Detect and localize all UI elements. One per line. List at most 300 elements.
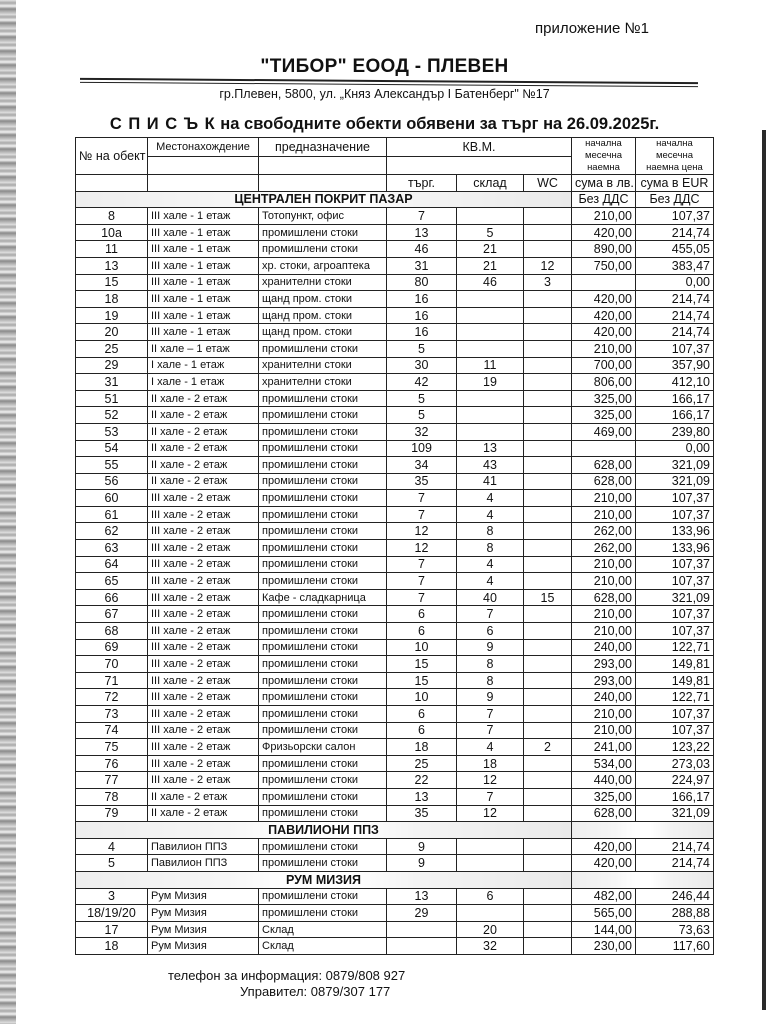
- area-wc: [524, 506, 572, 523]
- object-purpose: промишлени стоки: [259, 905, 387, 922]
- header-rent-bgn-vat: Без ДДС: [572, 191, 636, 208]
- area-trade: 22: [387, 772, 457, 789]
- area-trade: 13: [387, 888, 457, 905]
- header-blank-location: [148, 156, 259, 175]
- area-trade: 18: [387, 739, 457, 756]
- object-location: III хале - 1 етаж: [148, 208, 259, 225]
- object-no: 79: [76, 805, 148, 822]
- object-no: 78: [76, 788, 148, 805]
- rent-bgn: 293,00: [572, 672, 636, 689]
- rent-eur: 107,37: [636, 722, 714, 739]
- area-trade: 46: [387, 241, 457, 258]
- area-storage: 9: [457, 689, 524, 706]
- table-row: [76, 457, 714, 474]
- table-row: [76, 357, 714, 374]
- rent-eur: 214,74: [636, 838, 714, 855]
- object-location: III хале - 2 етаж: [148, 506, 259, 523]
- area-storage: 8: [457, 540, 524, 557]
- area-wc: [524, 838, 572, 855]
- object-no: 56: [76, 473, 148, 490]
- object-no: 15: [76, 274, 148, 291]
- area-storage: 8: [457, 672, 524, 689]
- object-location: III хале - 1 етаж: [148, 241, 259, 258]
- area-wc: [524, 224, 572, 241]
- object-no: 20: [76, 324, 148, 341]
- object-purpose: щанд пром. стоки: [259, 307, 387, 324]
- area-wc: [524, 407, 572, 424]
- rent-eur: 123,22: [636, 739, 714, 756]
- rent-bgn: [572, 274, 636, 291]
- area-storage: 7: [457, 706, 524, 723]
- area-wc: 2: [524, 739, 572, 756]
- object-no: 69: [76, 639, 148, 656]
- rent-bgn: 210,00: [572, 208, 636, 225]
- area-wc: [524, 241, 572, 258]
- object-no: 70: [76, 656, 148, 673]
- area-storage: [457, 208, 524, 225]
- object-no: 10а: [76, 224, 148, 241]
- object-no: 71: [76, 672, 148, 689]
- object-location: III хале - 1 етаж: [148, 257, 259, 274]
- area-wc: [524, 540, 572, 557]
- rent-bgn: 534,00: [572, 755, 636, 772]
- rent-eur: 107,37: [636, 573, 714, 590]
- rent-bgn: 420,00: [572, 307, 636, 324]
- area-wc: [524, 606, 572, 623]
- area-trade: 16: [387, 324, 457, 341]
- area-trade: 13: [387, 224, 457, 241]
- area-wc: 3: [524, 274, 572, 291]
- header-rent-eur-top: начална месечна наемна цена: [636, 138, 714, 175]
- rent-eur: 246,44: [636, 888, 714, 905]
- object-purpose: промишлени стоки: [259, 340, 387, 357]
- table-row: [76, 473, 714, 490]
- area-wc: [524, 623, 572, 640]
- object-location: II хале - 2 етаж: [148, 788, 259, 805]
- table-row: [76, 905, 714, 922]
- area-wc: [524, 921, 572, 938]
- area-trade: 10: [387, 689, 457, 706]
- rent-bgn: 262,00: [572, 540, 636, 557]
- object-purpose: промишлени стоки: [259, 573, 387, 590]
- object-location: I хале - 1 етаж: [148, 374, 259, 391]
- object-purpose: промишлени стоки: [259, 440, 387, 457]
- object-location: III хале - 1 етаж: [148, 274, 259, 291]
- object-no: 8: [76, 208, 148, 225]
- area-storage: 4: [457, 573, 524, 590]
- area-trade: 15: [387, 656, 457, 673]
- object-no: 75: [76, 739, 148, 756]
- area-trade: 12: [387, 523, 457, 540]
- object-purpose: Тотопункт, офис: [259, 208, 387, 225]
- rent-bgn: 890,00: [572, 241, 636, 258]
- object-purpose: промишлени стоки: [259, 706, 387, 723]
- section-row: [76, 191, 714, 208]
- object-purpose: Фризьорски салон: [259, 739, 387, 756]
- rent-bgn: 210,00: [572, 722, 636, 739]
- company-name: "ТИБОР" ЕООД - ПЛЕВЕН: [260, 56, 509, 77]
- table-row: [76, 706, 714, 723]
- area-storage: 19: [457, 374, 524, 391]
- object-location: III хале - 2 етаж: [148, 606, 259, 623]
- area-storage: [457, 390, 524, 407]
- area-storage: [457, 307, 524, 324]
- area-storage: 6: [457, 888, 524, 905]
- object-no: 19: [76, 307, 148, 324]
- object-purpose: щанд пром. стоки: [259, 324, 387, 341]
- rent-eur: 357,90: [636, 357, 714, 374]
- table-row: [76, 772, 714, 789]
- object-location: III хале - 2 етаж: [148, 589, 259, 606]
- object-location: II хале - 2 етаж: [148, 423, 259, 440]
- object-purpose: промишлени стоки: [259, 855, 387, 872]
- area-storage: 12: [457, 772, 524, 789]
- object-no: 77: [76, 772, 148, 789]
- rent-eur: 214,74: [636, 307, 714, 324]
- rent-eur: 107,37: [636, 208, 714, 225]
- header-rent-bgn-top: начална месечна наемна: [572, 138, 636, 175]
- rent-eur: 107,37: [636, 606, 714, 623]
- object-purpose: промишлени стоки: [259, 689, 387, 706]
- rent-bgn: 240,00: [572, 639, 636, 656]
- rent-bgn: 210,00: [572, 706, 636, 723]
- rent-eur: 321,09: [636, 473, 714, 490]
- object-purpose: промишлени стоки: [259, 788, 387, 805]
- area-storage: 7: [457, 722, 524, 739]
- section-fill: [572, 822, 714, 839]
- area-storage: 12: [457, 805, 524, 822]
- area-wc: [524, 689, 572, 706]
- area-trade: 7: [387, 556, 457, 573]
- area-storage: 11: [457, 357, 524, 374]
- object-no: 53: [76, 423, 148, 440]
- section-title: ПАВИЛИОНИ ППЗ: [76, 822, 572, 839]
- object-purpose: промишлени стоки: [259, 224, 387, 241]
- area-storage: 13: [457, 440, 524, 457]
- area-wc: [524, 888, 572, 905]
- header-area: КВ.М.: [387, 138, 572, 157]
- header-area-storage: склад: [457, 175, 524, 192]
- area-trade: 109: [387, 440, 457, 457]
- rent-bgn: 241,00: [572, 739, 636, 756]
- object-location: III хале - 2 етаж: [148, 656, 259, 673]
- list-title: [0, 115, 769, 134]
- area-wc: [524, 706, 572, 723]
- object-location: I хале - 1 етаж: [148, 357, 259, 374]
- area-wc: [524, 457, 572, 474]
- object-location: III хале - 1 етаж: [148, 307, 259, 324]
- area-storage: 40: [457, 589, 524, 606]
- rent-eur: 321,09: [636, 805, 714, 822]
- object-purpose: хр. стоки, агроаптека: [259, 257, 387, 274]
- area-trade: 16: [387, 307, 457, 324]
- object-location: III хале - 2 етаж: [148, 672, 259, 689]
- scan-edge-right: [762, 130, 766, 1010]
- rent-eur: 166,17: [636, 788, 714, 805]
- area-storage: 18: [457, 755, 524, 772]
- object-location: Павилион ППЗ: [148, 855, 259, 872]
- rent-eur: 412,10: [636, 374, 714, 391]
- rent-bgn: 262,00: [572, 523, 636, 540]
- object-no: 61: [76, 506, 148, 523]
- area-trade: 29: [387, 905, 457, 922]
- object-no: 66: [76, 589, 148, 606]
- rent-eur: 214,74: [636, 291, 714, 308]
- object-location: III хале - 2 етаж: [148, 689, 259, 706]
- object-no: 68: [76, 623, 148, 640]
- rent-eur: 166,17: [636, 407, 714, 424]
- rent-eur: 73,63: [636, 921, 714, 938]
- area-wc: [524, 556, 572, 573]
- object-no: 51: [76, 390, 148, 407]
- rent-bgn: 230,00: [572, 938, 636, 955]
- table-row: [76, 755, 714, 772]
- info-phone: телефон за информация: 0879/808 927: [168, 968, 406, 983]
- area-storage: 7: [457, 606, 524, 623]
- object-location: II хале - 2 етаж: [148, 457, 259, 474]
- objects-table: [75, 137, 714, 955]
- rent-bgn: 210,00: [572, 556, 636, 573]
- object-location: Рум Мизия: [148, 938, 259, 955]
- area-storage: 43: [457, 457, 524, 474]
- area-trade: 12: [387, 540, 457, 557]
- object-location: III хале - 2 етаж: [148, 573, 259, 590]
- object-location: II хале - 2 етаж: [148, 407, 259, 424]
- table-row: [76, 639, 714, 656]
- object-no: 5: [76, 855, 148, 872]
- object-location: III хале - 1 етаж: [148, 291, 259, 308]
- area-trade: 5: [387, 340, 457, 357]
- object-purpose: хранителни стоки: [259, 357, 387, 374]
- object-purpose: промишлени стоки: [259, 490, 387, 507]
- table-row: [76, 241, 714, 258]
- object-location: II хале - 2 етаж: [148, 805, 259, 822]
- rent-bgn: 210,00: [572, 340, 636, 357]
- object-no: 72: [76, 689, 148, 706]
- object-location: Рум Мизия: [148, 905, 259, 922]
- area-trade: 6: [387, 722, 457, 739]
- object-purpose: промишлени стоки: [259, 506, 387, 523]
- object-purpose: промишлени стоки: [259, 241, 387, 258]
- object-purpose: промишлени стоки: [259, 457, 387, 474]
- object-purpose: Склад: [259, 938, 387, 955]
- rent-bgn: 750,00: [572, 257, 636, 274]
- object-location: III хале - 2 етаж: [148, 755, 259, 772]
- area-storage: [457, 340, 524, 357]
- table-row: [76, 506, 714, 523]
- object-location: III хале - 1 етаж: [148, 324, 259, 341]
- table-row: [76, 490, 714, 507]
- rent-bgn: 420,00: [572, 855, 636, 872]
- object-no: 18: [76, 291, 148, 308]
- table-row: [76, 440, 714, 457]
- rent-bgn: 325,00: [572, 390, 636, 407]
- area-storage: [457, 423, 524, 440]
- rent-eur: 214,74: [636, 324, 714, 341]
- rent-eur: 224,97: [636, 772, 714, 789]
- object-no: 54: [76, 440, 148, 457]
- table-row: [76, 623, 714, 640]
- header-area-wc: WC: [524, 175, 572, 192]
- area-trade: 9: [387, 855, 457, 872]
- rent-bgn: 440,00: [572, 772, 636, 789]
- area-storage: 7: [457, 788, 524, 805]
- area-trade: 31: [387, 257, 457, 274]
- header-blank-purpose-2: [259, 175, 387, 192]
- object-purpose: промишлени стоки: [259, 407, 387, 424]
- table-row: [76, 672, 714, 689]
- area-wc: [524, 656, 572, 673]
- header-blank-no: [76, 175, 148, 192]
- header-rent-eur-vat: Без ДДС: [636, 191, 714, 208]
- area-trade: 7: [387, 506, 457, 523]
- area-storage: [457, 291, 524, 308]
- area-trade: 30: [387, 357, 457, 374]
- area-storage: 21: [457, 257, 524, 274]
- area-wc: [524, 905, 572, 922]
- object-location: Рум Мизия: [148, 921, 259, 938]
- header-blank-loc-2: [148, 175, 259, 192]
- rent-bgn: 700,00: [572, 357, 636, 374]
- table-row: [76, 307, 714, 324]
- area-trade: 42: [387, 374, 457, 391]
- rent-eur: 107,37: [636, 506, 714, 523]
- rent-eur: 107,37: [636, 556, 714, 573]
- object-purpose: промишлени стоки: [259, 656, 387, 673]
- area-trade: 10: [387, 639, 457, 656]
- area-trade: 6: [387, 706, 457, 723]
- area-wc: [524, 357, 572, 374]
- object-no: 11: [76, 241, 148, 258]
- area-storage: [457, 838, 524, 855]
- table-row: [76, 423, 714, 440]
- table-row: [76, 556, 714, 573]
- area-trade: 80: [387, 274, 457, 291]
- area-wc: [524, 755, 572, 772]
- table-row: [76, 540, 714, 557]
- table-row: [76, 606, 714, 623]
- object-purpose: Кафе - сладкарница: [259, 589, 387, 606]
- area-wc: [524, 523, 572, 540]
- table-row: [76, 274, 714, 291]
- table-row: [76, 589, 714, 606]
- object-location: III хале - 1 етаж: [148, 224, 259, 241]
- object-location: III хале - 2 етаж: [148, 722, 259, 739]
- area-trade: 35: [387, 473, 457, 490]
- area-trade: 7: [387, 573, 457, 590]
- area-storage: 6: [457, 623, 524, 640]
- area-wc: [524, 805, 572, 822]
- object-location: III хале - 2 етаж: [148, 623, 259, 640]
- rent-eur: 149,81: [636, 672, 714, 689]
- rent-bgn: 420,00: [572, 324, 636, 341]
- area-trade: 16: [387, 291, 457, 308]
- area-storage: 8: [457, 523, 524, 540]
- object-no: 52: [76, 407, 148, 424]
- rent-eur: 133,96: [636, 540, 714, 557]
- table-row: [76, 689, 714, 706]
- rent-bgn: 565,00: [572, 905, 636, 922]
- area-trade: 7: [387, 589, 457, 606]
- area-storage: 46: [457, 274, 524, 291]
- rent-eur: 107,37: [636, 490, 714, 507]
- table-row: [76, 390, 714, 407]
- rent-eur: 273,03: [636, 755, 714, 772]
- rent-bgn: 628,00: [572, 473, 636, 490]
- area-storage: 5: [457, 224, 524, 241]
- table-row: [76, 788, 714, 805]
- section-row: [76, 871, 714, 888]
- rent-eur: 455,05: [636, 241, 714, 258]
- section-fill: [572, 871, 714, 888]
- object-purpose: промишлени стоки: [259, 755, 387, 772]
- table-row: [76, 291, 714, 308]
- object-no: 17: [76, 921, 148, 938]
- area-trade: 34: [387, 457, 457, 474]
- object-location: III хале - 2 етаж: [148, 706, 259, 723]
- header-rent-eur: сума в EUR: [636, 175, 714, 192]
- area-storage: 4: [457, 556, 524, 573]
- table-row: [76, 921, 714, 938]
- area-storage: 4: [457, 739, 524, 756]
- object-purpose: промишлени стоки: [259, 390, 387, 407]
- area-storage: 41: [457, 473, 524, 490]
- rent-eur: 214,74: [636, 855, 714, 872]
- object-purpose: промишлени стоки: [259, 888, 387, 905]
- area-wc: [524, 672, 572, 689]
- rent-bgn: 240,00: [572, 689, 636, 706]
- rent-eur: 133,96: [636, 523, 714, 540]
- rent-eur: 107,37: [636, 623, 714, 640]
- rent-eur: 0,00: [636, 440, 714, 457]
- table-row: [76, 739, 714, 756]
- header-rent-bgn: сума в лв.: [572, 175, 636, 192]
- area-wc: [524, 722, 572, 739]
- rent-bgn: 628,00: [572, 805, 636, 822]
- header-object-no: № на обект: [76, 138, 148, 175]
- table-row: [76, 523, 714, 540]
- area-storage: 4: [457, 506, 524, 523]
- header-row-1: [76, 138, 714, 157]
- table-row: [76, 656, 714, 673]
- rent-bgn: 420,00: [572, 838, 636, 855]
- area-wc: 15: [524, 589, 572, 606]
- area-storage: [457, 855, 524, 872]
- table-row: [76, 838, 714, 855]
- table-row: [76, 374, 714, 391]
- object-location: III хале - 2 етаж: [148, 540, 259, 557]
- rent-bgn: 210,00: [572, 623, 636, 640]
- object-no: 3: [76, 888, 148, 905]
- object-no: 18/19/20: [76, 905, 148, 922]
- area-wc: 12: [524, 257, 572, 274]
- area-storage: 32: [457, 938, 524, 955]
- rent-bgn: 210,00: [572, 506, 636, 523]
- area-storage: 4: [457, 490, 524, 507]
- rent-bgn: 210,00: [572, 606, 636, 623]
- area-trade: 7: [387, 490, 457, 507]
- area-trade: 32: [387, 423, 457, 440]
- rent-eur: 122,71: [636, 639, 714, 656]
- area-trade: 15: [387, 672, 457, 689]
- object-no: 13: [76, 257, 148, 274]
- section-title: ЦЕНТРАЛЕН ПОКРИТ ПАЗАР: [76, 191, 572, 208]
- object-location: III хале - 2 етаж: [148, 639, 259, 656]
- rent-eur: 122,71: [636, 689, 714, 706]
- rent-eur: 107,37: [636, 706, 714, 723]
- object-no: 60: [76, 490, 148, 507]
- object-location: III хале - 2 етаж: [148, 490, 259, 507]
